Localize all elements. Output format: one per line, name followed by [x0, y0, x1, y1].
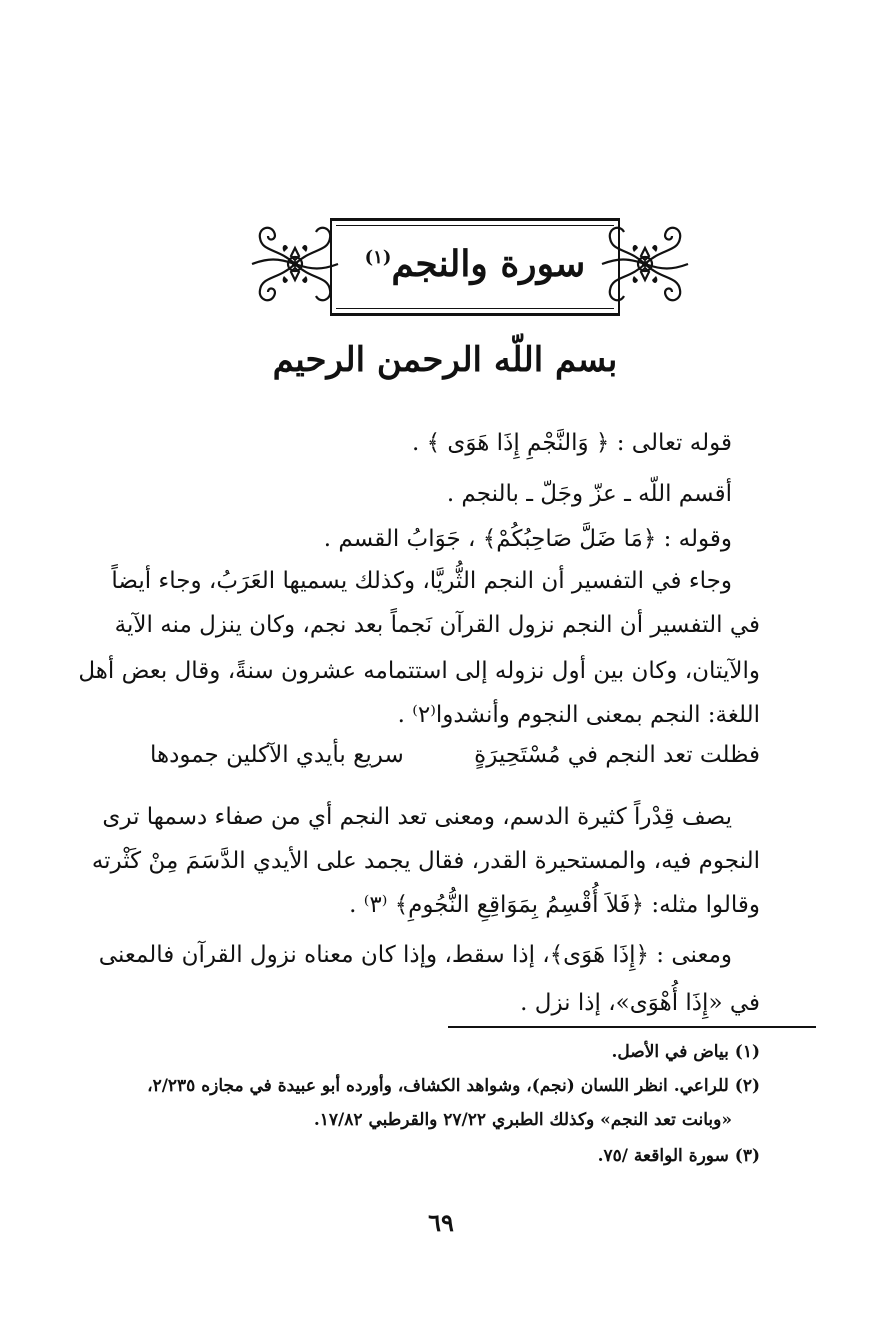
body-line: اللغة: النجم بمعنى النجوم وأنشدوا⁽٢⁾ .	[397, 702, 760, 728]
body-line: يصف قِدْراً كثيرة الدسم، ومعنى تعد النجم أي من صفاء دسمها ترى	[102, 804, 732, 830]
footnote-divider	[448, 1026, 816, 1028]
body-line: في «إِذَا أُهْوَى»، إذا نزل .	[520, 990, 760, 1016]
body-line: النجوم فيه، والمستحيرة القدر، فقال يجمد على الأيدي الدَّسَمَ مِنْ كَثْرته	[91, 848, 760, 874]
body-line: في التفسير أن النجم نزول القرآن نَجماً بعد نجم، وكان ينزل منه الآية	[114, 612, 760, 638]
poetry-verse	[150, 742, 760, 776]
footnote: «وبانت تعد النجم» وكذلك الطبري ٢٧/٢٢ والقرطبي ١٧/٨٢.	[313, 1110, 732, 1130]
surah-title: سورة والنجم$^{(١)}$	[364, 243, 586, 285]
verse-second-hemistich: سريع بأيدي الآكلين جمودها	[150, 742, 404, 768]
title-frame	[330, 218, 620, 316]
footnote: (٢) للراعي. انظر اللسان (نجم)، وشواهد الكشاف، وأورده أبو عبيدة في مجازه ٢/٢٣٥،	[147, 1076, 760, 1096]
body-line: وجاء في التفسير أن النجم الثُّريَّا، وكذلك يسميها العَرَبُ، وجاء أيضاً	[111, 568, 732, 594]
title-footnote-ref: (١)	[364, 247, 392, 268]
body-line: ومعنى : ﴿إِذَا هَوَى﴾، إذا سقط، وإذا كان معناه نزول القرآن فالمعنى	[98, 942, 732, 968]
footnote: (١) بياض في الأصل.	[611, 1042, 760, 1062]
body-line: أقسم اللّه ـ عزّ وجَلّ ـ بالنجم .	[446, 481, 732, 507]
footnote: (٣) سورة الواقعة /٧٥.	[597, 1146, 760, 1166]
body-line: وقالوا مثله: ﴿فَلاَ أُقْسِمُ بِمَوَاقِعِ النُّجُومِ﴾ ⁽٣⁾ .	[349, 892, 760, 918]
body-line: وقوله : ﴿مَا ضَلَّ صَاحِبُكُمْ﴾ ، جَوَابُ القسم .	[323, 526, 732, 552]
body-line: قوله تعالى : ﴿ وَالنَّجْمِ إِذَا هَوَى ﴾ .	[411, 430, 732, 456]
basmala-heading: بسم اللّه الرحمن الرحيم	[272, 340, 618, 380]
page-number: ٦٩	[428, 1208, 454, 1237]
floral-ornament-icon	[598, 218, 692, 310]
body-line: والآيتان، وكان بين أول نزوله إلى استتمامه عشرون سنةً، وقال بعض أهل	[78, 658, 760, 684]
verse-first-hemistich: فظلت تعد النجم في مُسْتَحِيرَةٍ	[474, 742, 760, 768]
floral-ornament-icon	[248, 218, 342, 310]
